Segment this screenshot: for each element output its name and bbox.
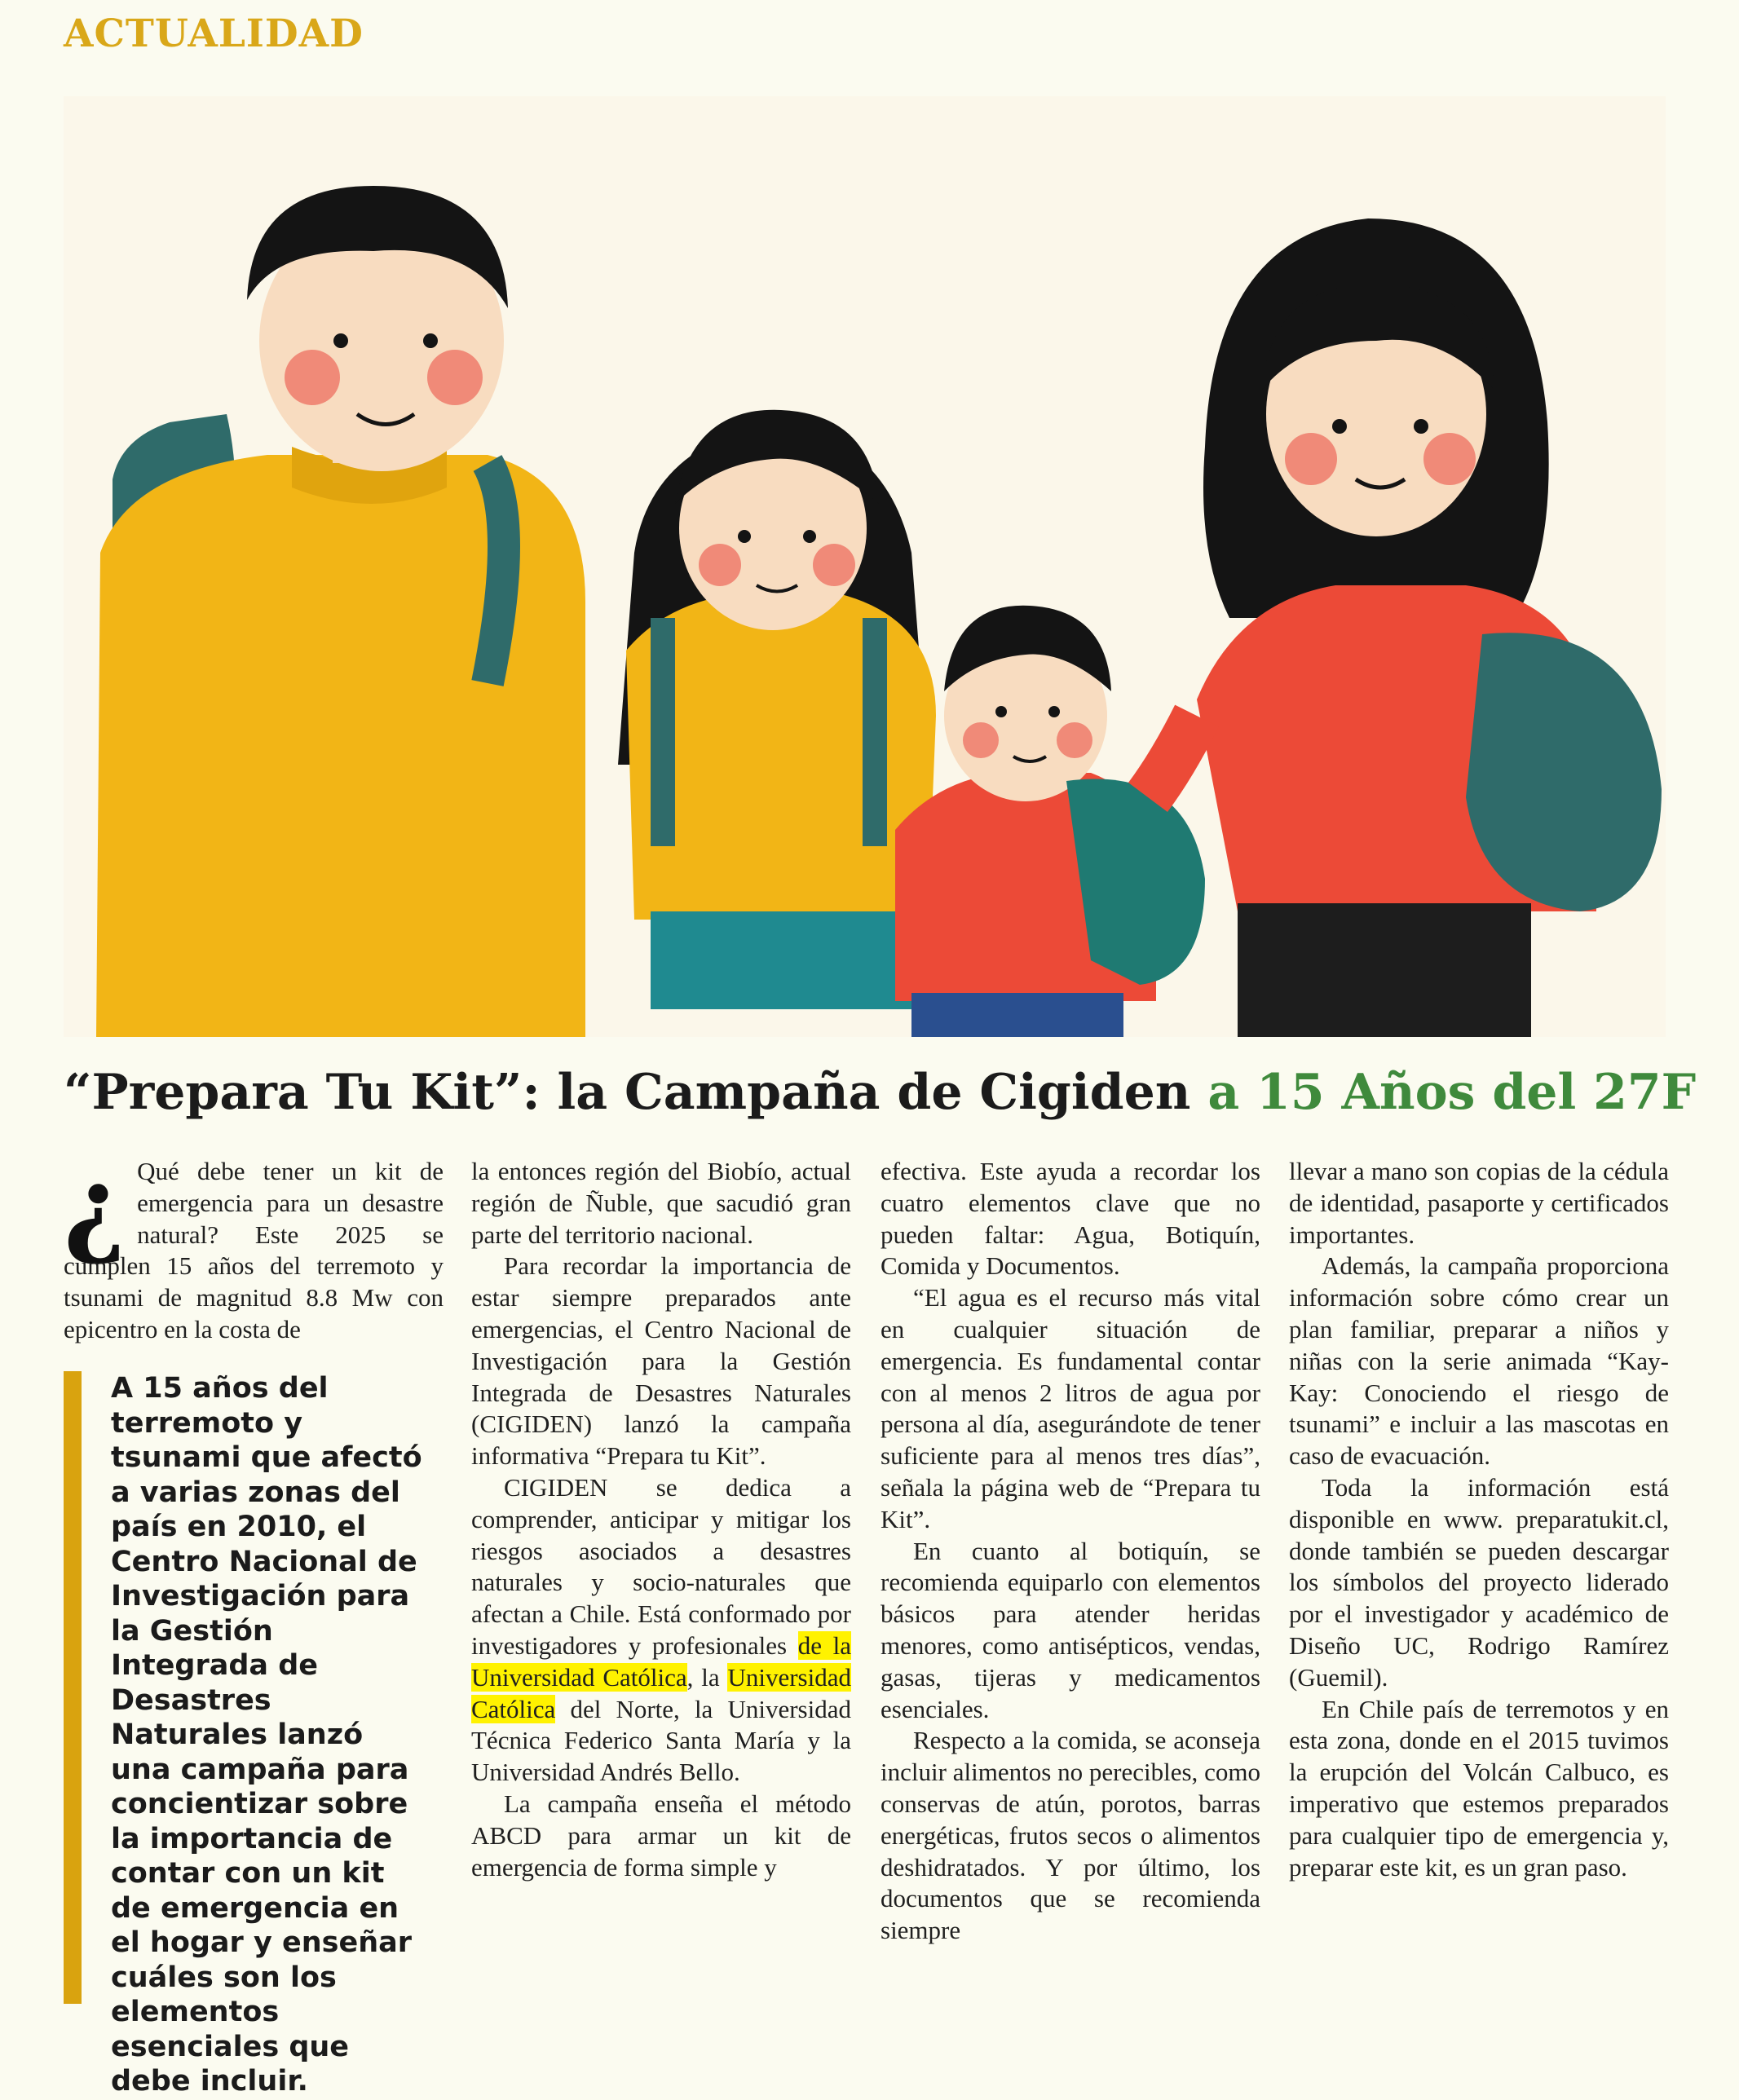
article-text: Qué debe tener un kit de emergencia para un desastre natural? Este 2025 se cumplen 15 años del terremoto y tsunami de magnitud 8.8 Mw con epicentro en la costa de xyxy=(64,1157,444,1343)
article-paragraph: “El agua es el recurso más vital en cualquier situación de emergencia. Es fundamental contar con al menos 2 litros de agua por persona al día, asegurándote de tener suficiente para al menos tres días”, señala la página web de “Prepara tu Kit”. xyxy=(881,1283,1260,1533)
highlighted-text: de la Universidad Católica xyxy=(471,1630,851,1692)
article-paragraph: la entonces región del Biobío, actual región de Ñuble, que sacudió gran parte del territorio nacional. xyxy=(471,1157,851,1249)
article-paragraph: En Chile país de terremotos y en esta zona, donde en el 2015 tuvimos la erupción del Volcán Calbuco, es imperativo que estemos preparados para cualquier tipo de emergencia y, preparar este kit, es un gran paso. xyxy=(1289,1694,1669,1882)
family-with-backpacks-illustration xyxy=(64,96,1666,1037)
headline-accent: a 15 Años del 27F xyxy=(1207,1064,1697,1121)
article-column-4 xyxy=(1289,1156,1669,1883)
article-column-3 xyxy=(881,1156,1260,1947)
article-paragraph: Respecto a la comida, se aconseja incluir alimentos no perecibles, como conservas de atún, porotos, barras energéticas, frutos secos o alimentos deshidratados. Y por último, los documentos que se recomienda siempre xyxy=(881,1726,1260,1945)
article-column-2 xyxy=(471,1156,851,1883)
article-text: del Norte, la Universidad Técnica Federico Santa María y la Universidad Andrés Bello. xyxy=(471,1694,851,1787)
article-text: , la xyxy=(686,1662,728,1692)
dropcap: ¿ xyxy=(64,1144,126,1268)
article-paragraph: Además, la campaña proporciona información sobre cómo crear un plan familiar, preparar a niños y niñas con la serie animada “Kay-Kay: Conociendo el riesgo de tsunami” e incluir a las mascotas en caso de evacuación. xyxy=(1289,1251,1669,1471)
headline xyxy=(64,1064,1697,1121)
article-column-1 xyxy=(64,1144,444,1346)
article-paragraph: Para recordar la importancia de estar siempre preparados ante emergencias, el Centro Nacional de Investigación para la Gestión Integrada de Desastres Naturales (CIGIDEN) lanzó la campaña informativa “Prepara tu Kit”. xyxy=(471,1251,851,1471)
pull-quote: A 15 años del terremoto y tsunami que afectó a varias zonas del país en 2010, el Centro Nacional de Investigación para la Gestión Integrada de Desastres Naturales lanzó una campaña para concientizar sobre la importancia de contar con un kit de emergencia en el hogar y enseñar cuáles son los elementos esenciales que debe incluir. xyxy=(64,1371,430,2004)
highlighted-text: Universidad Católica xyxy=(471,1662,851,1723)
article-paragraph: efectiva. Este ayuda a recordar los cuatro elementos clave que no pueden faltar: Agua, Botiquín, Comida y Documentos. xyxy=(881,1157,1260,1281)
article-paragraph: La campaña enseña el método ABCD para armar un kit de emergencia de forma simple y xyxy=(471,1789,851,1882)
article-paragraph xyxy=(64,1144,444,1346)
girl-figure xyxy=(618,410,936,1009)
article-paragraph xyxy=(471,1472,851,1789)
article-paragraph: En cuanto al botiquín, se recomienda equiparlo con elementos básicos para atender heridas menores, como antisépticos, vendas, gasas, tijeras y medicamentos esenciales. xyxy=(881,1536,1260,1723)
article-paragraph: Toda la información está disponible en www. preparatukit.cl, donde también se pueden descargar los símbolos del proyecto liderado por el investigador y académico de Diseño UC, Rodrigo Ramírez (Guemil). xyxy=(1289,1472,1669,1692)
article-text: CIGIDEN se dedica a comprender, anticipar y mitigar los riesgos asociados a desastres naturales y socio-naturales que afectan a Chile. Está conformado por investigadores y profesionales xyxy=(471,1472,851,1660)
article-paragraph: llevar a mano son copias de la cédula de identidad, pasaporte y certificados importantes. xyxy=(1289,1157,1669,1249)
section-label: ACTUALIDAD xyxy=(64,11,364,56)
headline-main: “Prepara Tu Kit”: la Campaña de Cigiden xyxy=(64,1064,1208,1121)
